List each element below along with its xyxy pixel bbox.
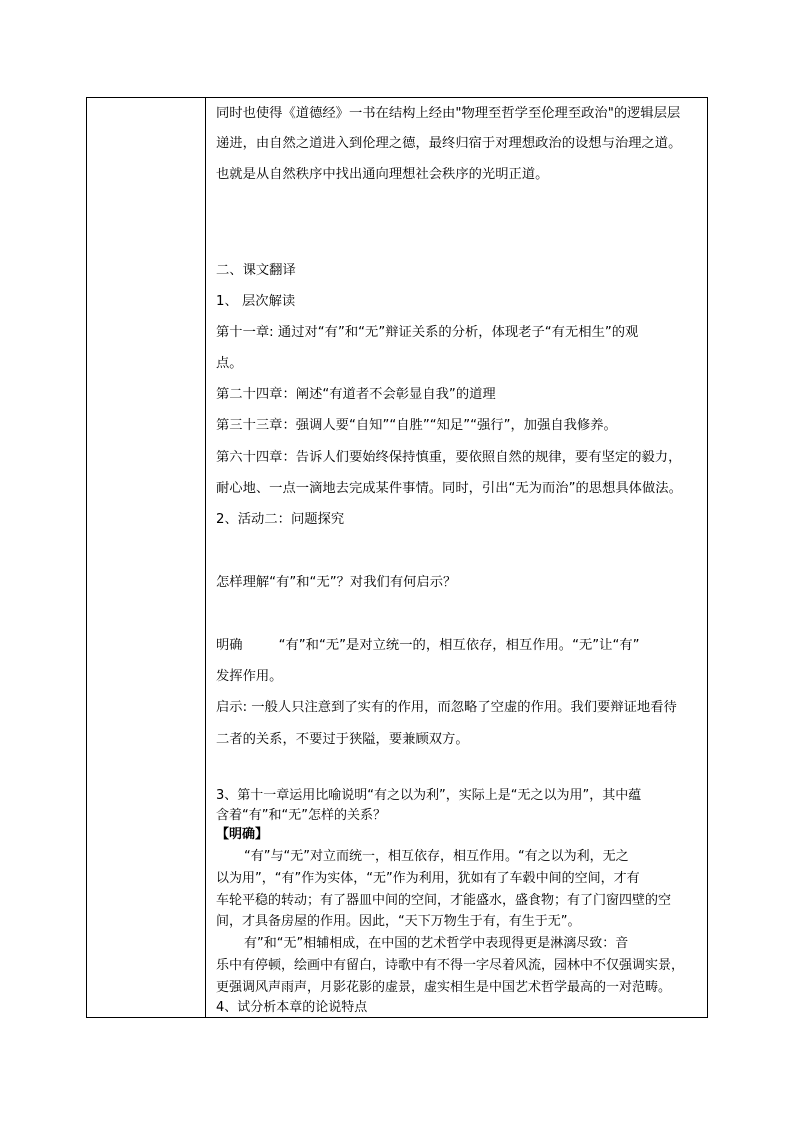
- section-title: 二、课文翻译: [216, 263, 296, 278]
- chapter11-line-1: 第十一章: 通过对“有”和“无”辩证关系的分析，体现老子“有无相生”的观: [216, 325, 639, 340]
- insight-line-2: 二者的关系，不要过于狭隘，要兼顾双方。: [216, 732, 469, 747]
- activity-heading: 2、活动二：问题探究: [216, 512, 345, 527]
- q3-paragraph2-line-2: 乐中有停顿，绘画中有留白，诗歌中有不得一字尽着风流，园林中不仅强调实景，: [216, 958, 685, 973]
- q3-paragraph1-line-4: 间，才具备房屋的作用。因此，“天下万物生于有，有生于无”。: [216, 914, 581, 929]
- intro-line-3: 也就是从自然秩序中找出通向理想社会秩序的光明正道。: [216, 167, 549, 182]
- question-line: 怎样理解“有”和“无”？对我们有何启示？: [216, 575, 457, 590]
- answer-line-2: 发挥作用。: [216, 669, 283, 684]
- q3-paragraph2-line-3: 更强调风声雨声，月影花影的虚景，虚实相生是中国艺术哲学最高的一对范畴。: [216, 980, 672, 995]
- answer-label: 明确: [216, 638, 243, 653]
- q3-line-2: 含着“有”和“无”怎样的关系？: [216, 808, 386, 823]
- q3-paragraph2-line-1: 有”和“无”相辅相成，在中国的艺术哲学中表现得更是淋漓尽致：音: [244, 936, 629, 951]
- chapter33-line: 第三十三章：强调人要“自知”“自胜”“知足”“强行”，加强自我修养。: [216, 418, 617, 433]
- q4-line: 4、试分析本章的论说特点: [216, 1000, 368, 1015]
- q3-answer-label: 【明确】: [216, 827, 269, 842]
- right-column-cell: [216, 98, 700, 1017]
- chapter64-line-1: 第六十四章：告诉人们要始终保持慎重，要依照自然的规律，要有坚定的毅力，: [216, 450, 682, 465]
- left-column-cell: [87, 98, 205, 1017]
- chapter24-line: 第二十四章：阐述“有道者不会彰显自我”的道理: [216, 387, 496, 402]
- chapter11-line-2: 点。: [216, 356, 243, 371]
- intro-line-2: 递进，由自然之道进入到伦理之德，最终归宿于对理想政治的设想与治理之道。: [216, 136, 682, 151]
- column-divider: [205, 98, 206, 1017]
- q3-paragraph1-line-2: 以为用”，“有”作为实体，“无”作为利用，犹如有了车毂中间的空间，才有: [216, 871, 640, 886]
- insight-line-1: 启示: 一般人只注意到了实有的作用，而忽略了空虚的作用。我们要辩证地看待: [216, 700, 677, 715]
- q3-paragraph1-line-1: “有”与“无”对立而统一，相互依存，相互作用。“有之以为利，无之: [244, 849, 629, 864]
- chapter64-line-2: 耐心地、一点一滴地去完成某件事情。同时，引出“无为而治”的思想具体做法。: [216, 481, 682, 496]
- q3-line-1: 3、第十一章运用比喻说明“有之以为利”，实际上是“无之以为用”，其中蕴: [216, 788, 642, 803]
- subsection-layer-reading: 1、 层次解读: [216, 294, 296, 309]
- content-table: [86, 97, 708, 1018]
- intro-line-1: 同时也使得《道德经》一书在结构上经由"物理至哲学至伦理至政治"的逻辑层层: [216, 106, 681, 121]
- answer-text: “有”和“无”是对立统一的，相互依存，相互作用。“无”让“有”: [278, 638, 640, 653]
- q3-paragraph1-line-3: 车轮平稳的转动；有了器皿中间的空间，才能盛水，盛食物；有了门窗四壁的空: [216, 893, 672, 908]
- answer-line-1: [216, 637, 640, 655]
